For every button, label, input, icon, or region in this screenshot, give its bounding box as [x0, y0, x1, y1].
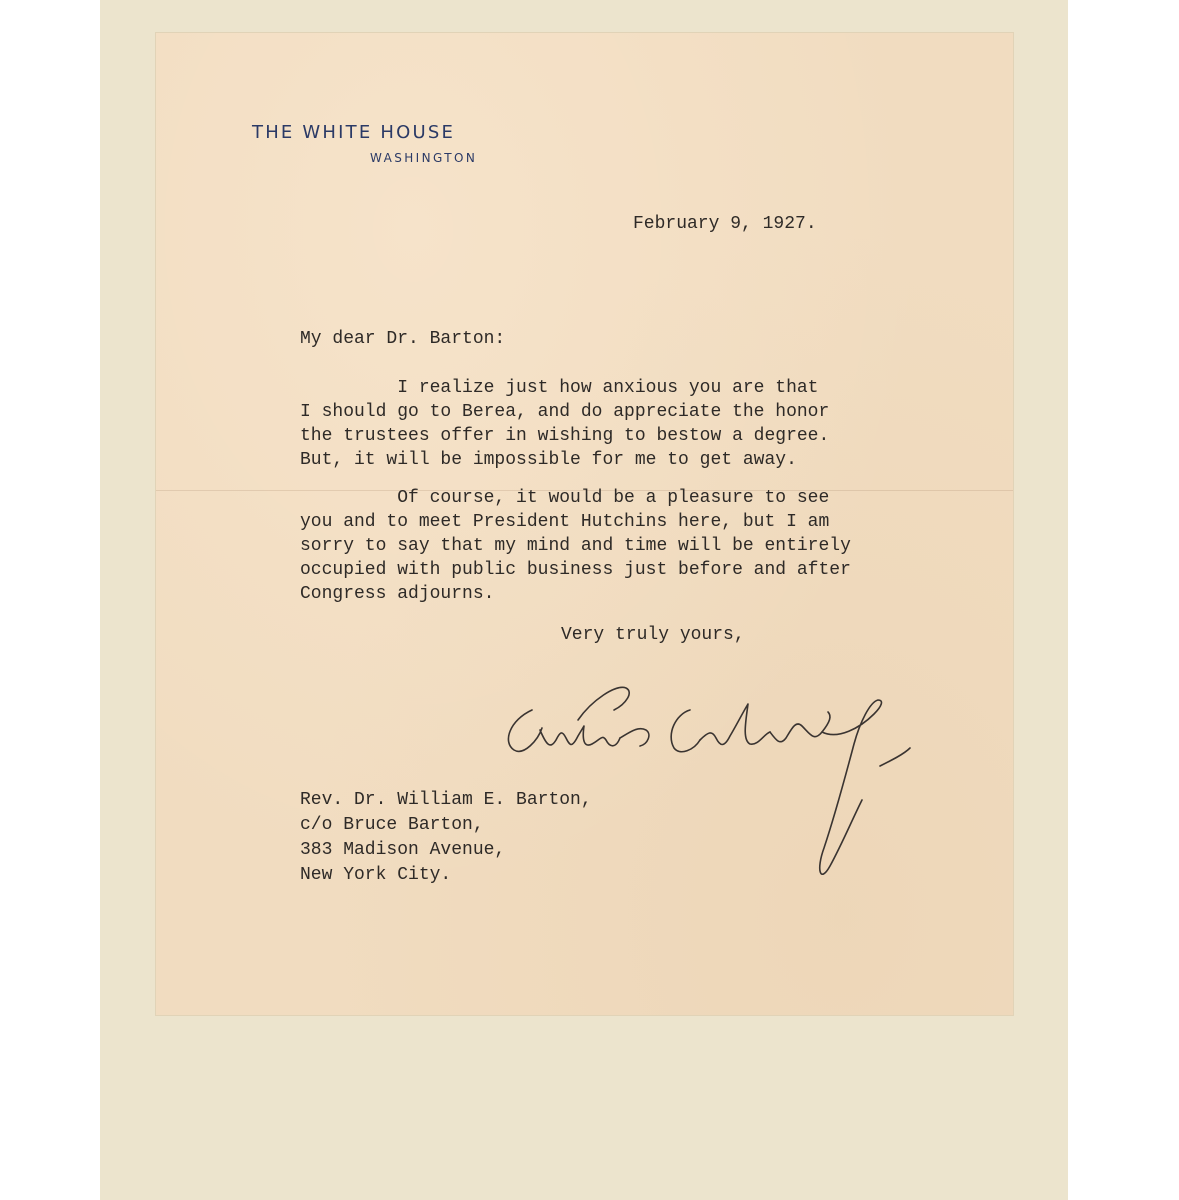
signature-stroke	[671, 710, 700, 752]
signature-stroke	[880, 748, 910, 766]
paragraph-2	[300, 486, 851, 606]
signature-stroke	[770, 712, 830, 742]
paragraph-line: Of course, it would be a pleasure to see	[300, 488, 830, 508]
signature-stroke	[540, 726, 620, 746]
paragraph-1	[300, 376, 829, 472]
paragraph-line: occupied with public business just before and after	[300, 560, 851, 580]
recipient-line-2: c/o Bruce Barton,	[300, 815, 484, 835]
paragraph-line: But, it will be impossible for me to get away.	[300, 450, 797, 470]
salutation: My dear Dr. Barton:	[300, 329, 506, 349]
paragraph-line: you and to meet President Hutchins here, but I am	[300, 512, 830, 532]
paragraph-line: I realize just how anxious you are that	[300, 378, 819, 398]
signature-image	[480, 670, 960, 900]
recipient-line-4: New York City.	[300, 865, 452, 885]
signature-stroke	[508, 710, 542, 751]
signature-stroke	[620, 729, 649, 746]
recipient-line-3: 383 Madison Avenue,	[300, 840, 506, 860]
paragraph-line: Congress adjourns.	[300, 584, 495, 604]
recipient-line-1: Rev. Dr. William E. Barton,	[300, 790, 592, 810]
closing: Very truly yours,	[561, 625, 745, 645]
signature-stroke	[700, 704, 770, 745]
paragraph-line: sorry to say that my mind and time will be entirely	[300, 536, 851, 556]
letterhead-title: THE WHITE HOUSE	[252, 122, 456, 143]
signature-stroke	[578, 687, 629, 720]
letterhead-location: WASHINGTON	[370, 151, 478, 165]
signature-stroke	[820, 700, 882, 874]
paragraph-line: I should go to Berea, and do appreciate the honor	[300, 402, 830, 422]
letter-date: February 9, 1927.	[633, 214, 817, 234]
paragraph-line: the trustees offer in wishing to bestow a degree.	[300, 426, 830, 446]
